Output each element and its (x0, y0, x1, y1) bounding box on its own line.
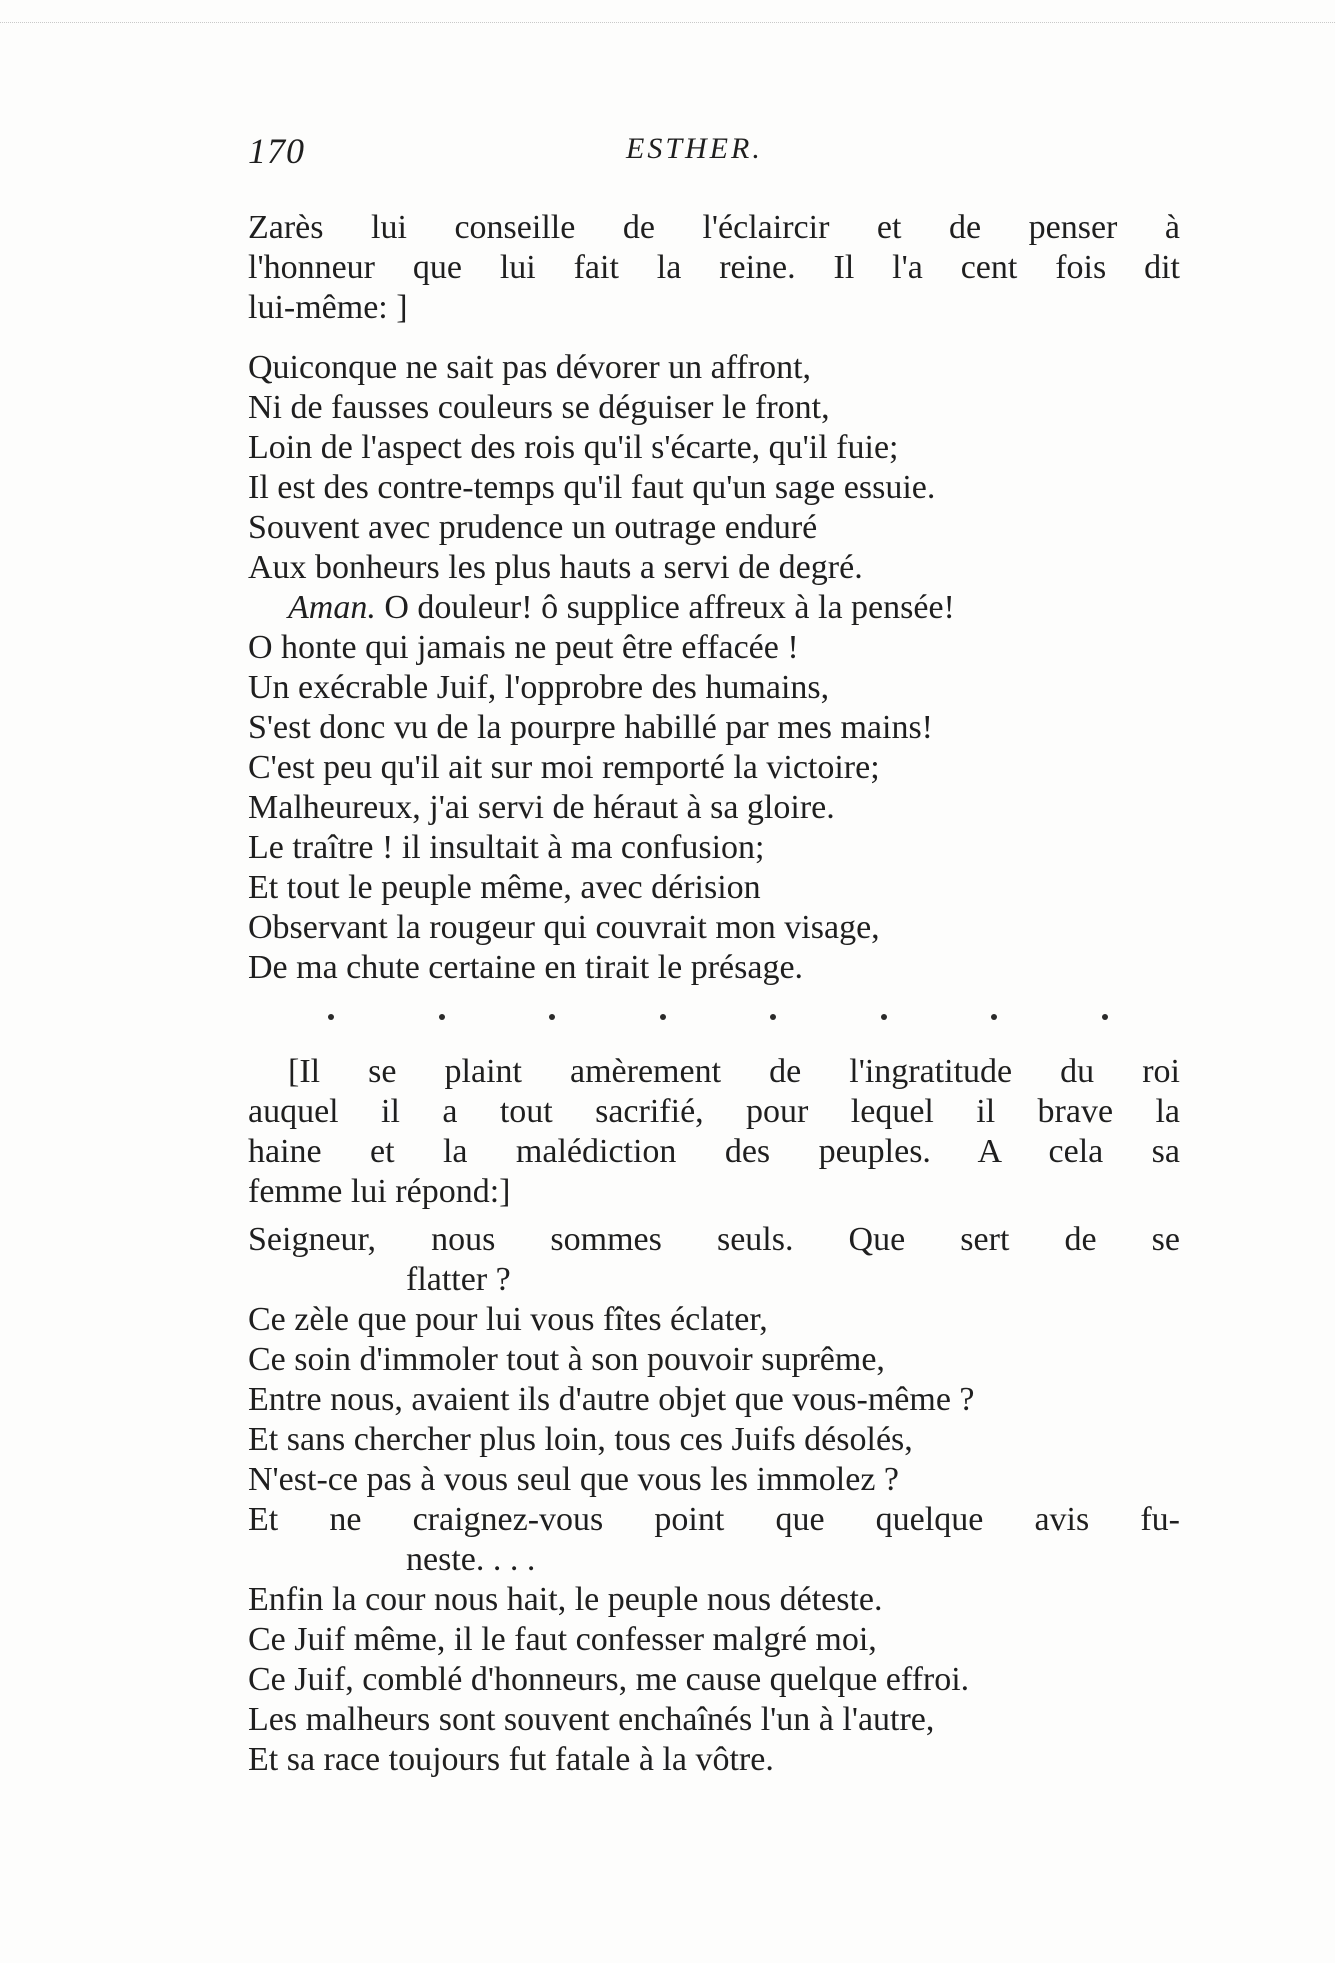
verse-line: Il est des contre-temps qu'il faut qu'un sage essuie. (248, 469, 936, 506)
scan-edge-line (0, 22, 1335, 25)
prose-line: femme lui répond:] (248, 1173, 511, 1210)
verse-line: O honte qui jamais ne peut être effacée ! (248, 629, 799, 666)
ellipsis-dot (439, 1014, 445, 1020)
page-header (248, 130, 1180, 174)
prose-middle (248, 1052, 1180, 1212)
prose-intro (248, 208, 1180, 328)
verse-stanza-1 (248, 348, 1180, 588)
verse-line: Ni de fausses couleurs se déguiser le front, (248, 389, 830, 426)
verse-line: N'est-ce pas à vous seul que vous les immolez ? (248, 1461, 900, 1498)
verse-line: Entre nous, avaient ils d'autre objet que vous-même ? (248, 1381, 975, 1418)
aman-speech (248, 588, 1180, 988)
running-title: ESTHER. (626, 132, 763, 165)
verse-line: Les malheurs sont souvent enchaînés l'un à l'autre, (248, 1701, 935, 1738)
prose-line: [Il se plaint amèrement de l'ingratitude du roi (288, 1053, 1180, 1090)
speech-first-line: O douleur! ô supplice affreux à la pensée! (375, 589, 955, 626)
verse-line: Observant la rougeur qui couvrait mon visage, (248, 909, 880, 946)
ellipsis-dot (1102, 1014, 1108, 1020)
verse-line: Ce Juif, comblé d'honneurs, me cause quelque effroi. (248, 1661, 970, 1698)
prose-line: l'honneur que lui fait la reine. Il l'a cent fois dit (248, 249, 1180, 286)
verse-line: C'est peu qu'il ait sur moi remporté la victoire; (248, 749, 880, 786)
ellipsis-dot (991, 1014, 997, 1020)
verse-line: Malheureux, j'ai servi de héraut à sa gloire. (248, 789, 835, 826)
verse-line-continuation: neste. . . . (406, 1541, 536, 1578)
prose-line: lui-même: ] (248, 289, 408, 326)
verse-line (248, 588, 1180, 628)
verse-line: Et tout le peuple même, avec dérision (248, 869, 761, 906)
verse-line: Quiconque ne sait pas dévorer un affront, (248, 349, 812, 386)
prose-line: Zarès lui conseille de l'éclaircir et de penser à (248, 209, 1180, 246)
verse-stanza-2 (248, 1220, 1180, 1780)
verse-line: Et sans chercher plus loin, tous ces Juifs désolés, (248, 1421, 913, 1458)
ellipsis-dot (881, 1014, 887, 1020)
verse-line: Ce Juif même, il le faut confesser malgré moi, (248, 1621, 877, 1658)
verse-line-continuation: flatter ? (406, 1261, 511, 1298)
verse-line: Aux bonheurs les plus hauts a servi de degré. (248, 549, 863, 586)
verse-line: Le traître ! il insultait à ma confusion; (248, 829, 765, 866)
ellipsis-dot (328, 1014, 334, 1020)
verse-line: Un exécrable Juif, l'opprobre des humains, (248, 669, 830, 706)
verse-line: Et ne craignez-vous point que quelque avis fu- (248, 1501, 1180, 1538)
ellipsis-dot (549, 1014, 555, 1020)
ellipsis-dot (770, 1014, 776, 1020)
verse-line: Ce zèle que pour lui vous fîtes éclater, (248, 1301, 768, 1338)
verse-line: Seigneur, nous sommes seuls. Que sert de se (248, 1221, 1180, 1258)
verse-line: Ce soin d'immoler tout à son pouvoir suprême, (248, 1341, 885, 1378)
verse-line: Loin de l'aspect des rois qu'il s'écarte, qu'il fuie; (248, 429, 899, 466)
verse-line: S'est donc vu de la pourpre habillé par mes mains! (248, 709, 933, 746)
ellipsis-dot (660, 1014, 666, 1020)
verse-line: Enfin la cour nous hait, le peuple nous déteste. (248, 1581, 883, 1618)
verse-line: De ma chute certaine en tirait le présage. (248, 949, 804, 986)
prose-line: auquel il a tout sacrifié, pour lequel il brave la (248, 1093, 1180, 1130)
ellipsis-row (328, 1014, 1108, 1034)
verse-line: Souvent avec prudence un outrage enduré (248, 509, 818, 546)
speaker-name: Aman. (288, 589, 376, 626)
page-number: 170 (248, 131, 305, 171)
prose-line: haine et la malédiction des peuples. A cela sa (248, 1133, 1180, 1170)
verse-line: Et sa race toujours fut fatale à la vôtre. (248, 1741, 774, 1778)
